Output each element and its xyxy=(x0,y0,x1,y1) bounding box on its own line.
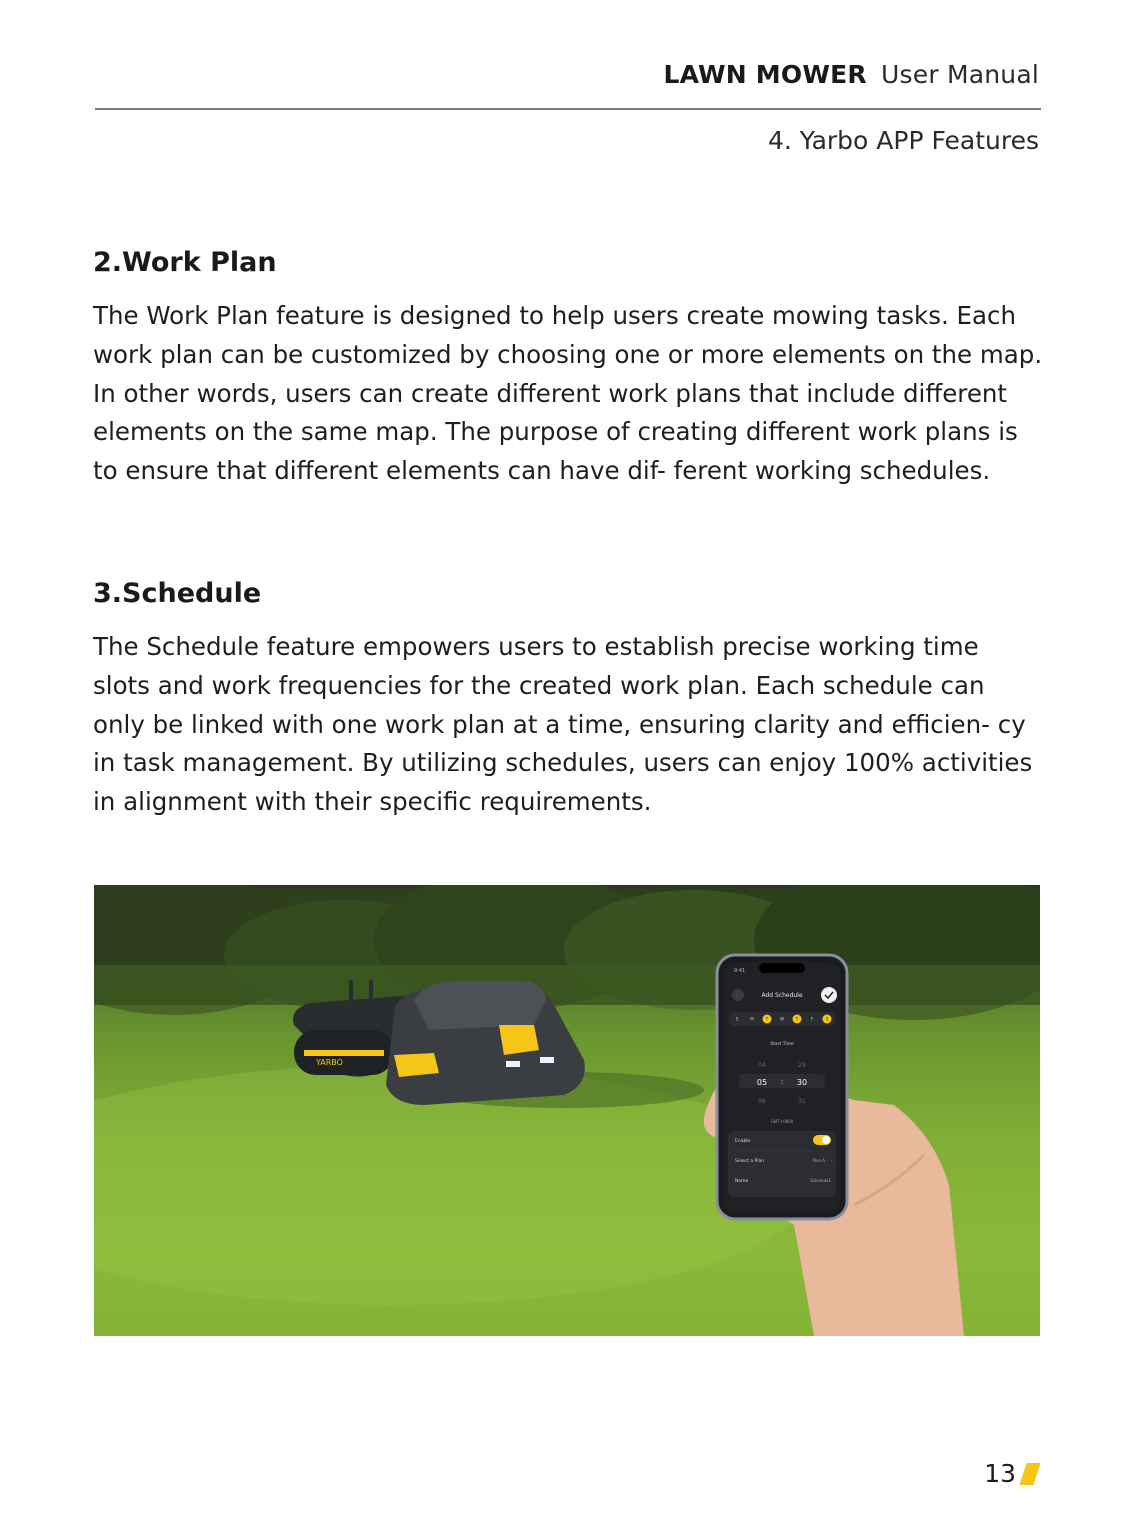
phone xyxy=(717,955,847,1219)
start-time-label: Start Time xyxy=(770,1042,794,1047)
chevron-right-icon: › xyxy=(831,1159,833,1164)
confirm-icon xyxy=(821,987,837,1003)
minute-selected: 30 xyxy=(796,1078,808,1087)
chapter-label: 4. Yarbo APP Features xyxy=(767,126,1039,155)
page-accent-mark xyxy=(1019,1463,1040,1485)
timezone-label: GMT+0800 xyxy=(770,1119,794,1124)
weekday-6: S xyxy=(825,1016,829,1022)
lawn-scene xyxy=(94,885,1040,1336)
time-separator: : xyxy=(780,1078,784,1086)
select-plan-label: Select a Plan xyxy=(735,1159,765,1164)
weekday-selector xyxy=(728,1012,836,1026)
schedule-paragraph: The Schedule feature empowers users to establish precise working time slots and work frequencies for the created work plan. Each schedule can only be linked with one work plan at a time, ensuring clarity and efficien- cy in task management. By utilizing schedules, users can enjoy 100% activities in alignment with their specific requirements. xyxy=(93,632,1033,817)
weekday-0: S xyxy=(735,1016,739,1022)
hour-selected: 05 xyxy=(756,1078,768,1087)
name-label: Name xyxy=(735,1179,749,1184)
name-value: Schedule1 xyxy=(810,1178,831,1183)
work-plan-heading: 2.Work Plan xyxy=(93,247,277,278)
weekday-4: T xyxy=(795,1016,799,1022)
minute-next: 31 xyxy=(798,1098,806,1105)
product-photo xyxy=(94,885,1040,1336)
weekday-1: M xyxy=(750,1016,754,1022)
select-plan-value: Plan A xyxy=(812,1158,825,1163)
work-plan-paragraph: The Work Plan feature is designed to help users create mowing tasks. Each work plan can be customized by choosing one or more elements on the map. In other words, users can create different work plans that include different elements on the same map. The purpose of creating different work plans is to ensure that different elements can have dif- ferent working schedules. xyxy=(93,301,1043,486)
header-brand: LAWN MOWER xyxy=(663,60,867,89)
status-time: 9:41 xyxy=(734,968,746,974)
back-icon xyxy=(732,989,744,1001)
page-number: 13 xyxy=(984,1459,1016,1488)
weekday-3: W xyxy=(780,1016,784,1022)
minute-prev: 29 xyxy=(798,1062,806,1069)
hour-next: 06 xyxy=(758,1098,766,1105)
weekday-5: F xyxy=(810,1016,814,1022)
hour-prev: 04 xyxy=(758,1062,766,1069)
header-rule xyxy=(95,108,1041,110)
schedule-heading: 3.Schedule xyxy=(93,578,262,609)
phone-screen-title: Add Schedule xyxy=(761,992,803,999)
mower-logo: YARBO xyxy=(316,1058,343,1067)
header-subtitle: User Manual xyxy=(881,60,1039,89)
running-header xyxy=(663,60,1039,89)
enable-label: Enable xyxy=(735,1139,751,1144)
weekday-2: T xyxy=(765,1016,769,1022)
